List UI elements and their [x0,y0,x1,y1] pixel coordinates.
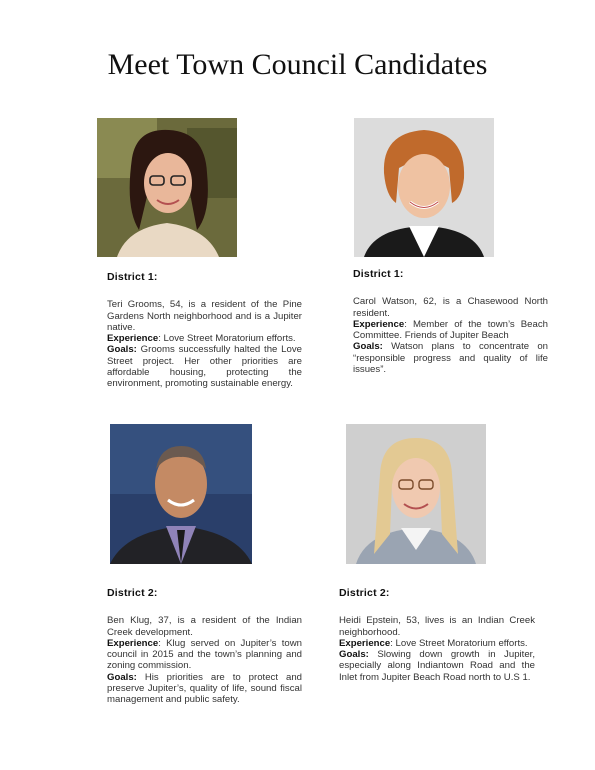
candidate-bio: Heidi Epstein, 53, lives is an Indian Creek neighborhood. [339,615,535,638]
candidate-goals [339,649,535,683]
experience-label: Experience [353,318,405,330]
district-label: District 1: [353,268,404,280]
goals-text: Watson plans to concentrate on “responsible progress and quality of life issues”. [353,341,548,376]
district-label: District 1: [107,271,158,283]
goals-label: Goals: [107,671,137,683]
candidate-card-klug [107,588,302,706]
candidate-goals [107,344,302,389]
candidate-card-watson [353,269,548,375]
candidate-experience [339,638,535,649]
page-title: Meet Town Council Candidates [107,48,488,81]
candidate-card-epstein [339,588,535,683]
candidate-experience [353,319,548,342]
experience-label: Experience [107,333,159,345]
goals-label: Goals: [339,649,369,661]
candidate-bio: Teri Grooms, 54, is a resident of the Pine Gardens North neighborhood and is a Jupiter native. [107,299,302,333]
goals-label: Goals: [353,341,383,353]
candidate-experience [107,333,302,344]
experience-label: Experience [339,637,391,649]
candidate-photo-grooms [97,118,237,257]
experience-text: : Member of the town’s Beach Committee. Friends of Jupiter Beach [353,318,548,342]
goals-label: Goals: [107,344,137,356]
goals-text: Slowing down growth in Jupiter, especially along Indiantown Road and the Inlet from Jupiter Beach Road north to U.S 1. [339,649,535,683]
candidate-bio: Ben Klug, 37, is a resident of the Indian Creek development. [107,615,302,638]
candidate-bio: Carol Watson, 62, is a Chasewood North resident. [353,296,548,319]
district-label: District 2: [339,587,390,599]
candidate-photo-klug [110,424,252,564]
experience-text: : Love Street Moratorium efforts. [390,637,528,649]
candidate-goals [353,341,548,375]
candidate-goals [107,672,302,706]
candidate-experience [107,638,302,672]
goals-text: Grooms successfully halted the Love Street project. Her other priorities are affordable housing, protecting the environment, promoting sustainable energy. [107,344,302,390]
district-label: District 2: [107,587,158,599]
candidate-card-grooms [107,272,302,390]
candidate-photo-watson [354,118,494,257]
experience-label: Experience [107,637,159,649]
candidate-photo-epstein [346,424,486,564]
experience-text: : Love Street Moratorium efforts. [158,333,296,345]
goals-text: His priorities are to protect and preserve Jupiter’s, quality of life, sound fiscal management and public safety. [107,671,302,706]
experience-text: : Klug served on Jupiter’s town council in 2015 and the town’s planning and zoning commission. [107,637,302,672]
